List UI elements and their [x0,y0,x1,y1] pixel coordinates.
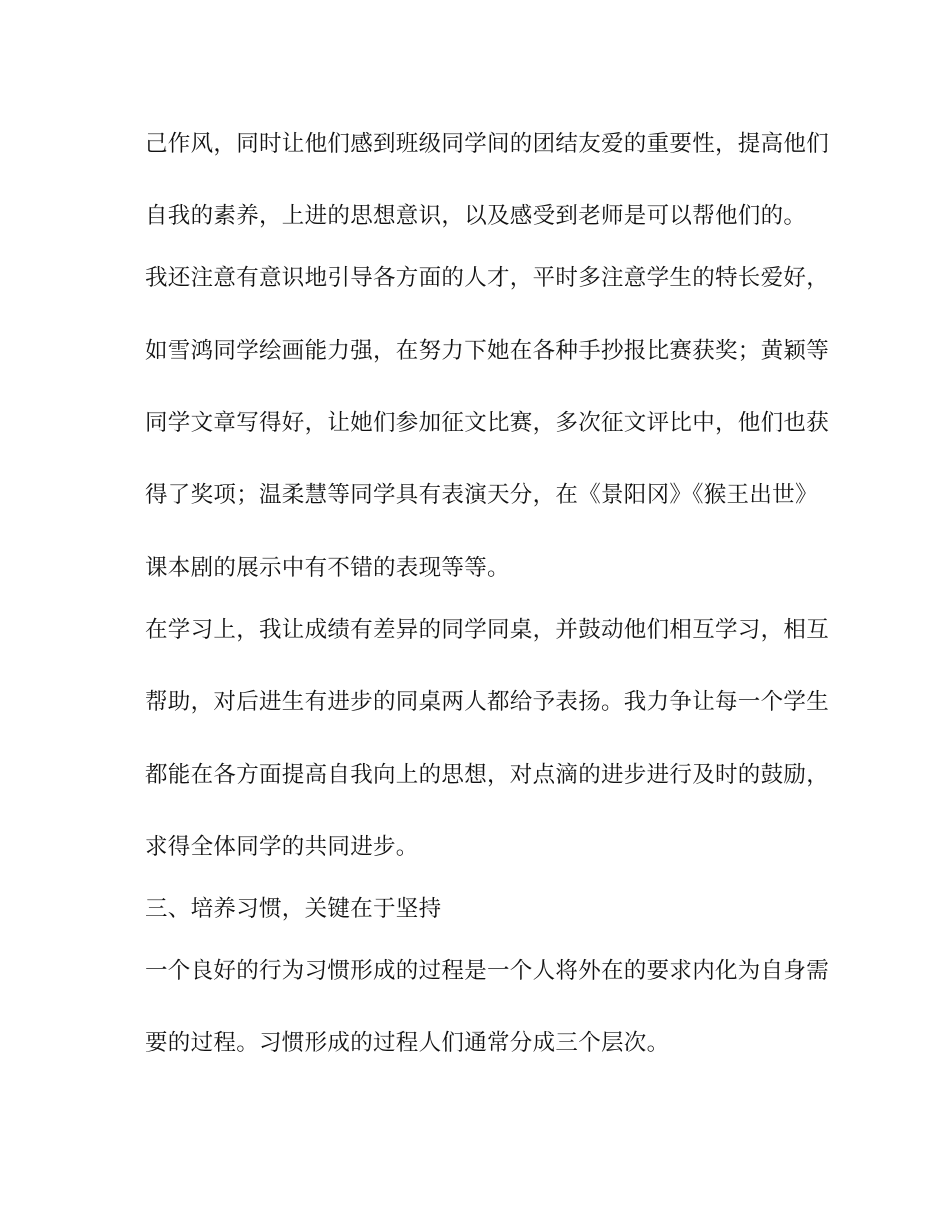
text-line: 己作风，同时让他们感到班级同学间的团结友爱的重要性，提高他们 [145,131,830,157]
text-line: 自我的素养，上进的思想意识，以及感受到老师是可以帮他们的。 [145,203,807,229]
section-heading: 三、培养习惯，关键在于坚持 [145,896,442,922]
text-line: 得了奖项；温柔慧等同学具有表演天分，在《景阳冈》《猴王出世》 [145,482,818,508]
text-line: 求得全体同学的共同进步。 [145,834,419,860]
text-line: 都能在各方面提高自我向上的思想，对点滴的进步进行及时的鼓励， [145,762,830,788]
text-line: 在学习上，我让成绩有差异的同学同桌，并鼓动他们相互学习，相互 [145,617,830,643]
text-line: 课本剧的展示中有不错的表现等等。 [145,555,510,581]
text-line: 要的过程。习惯形成的过程人们通常分成三个层次。 [145,1030,670,1056]
text-line: 如雪鸿同学绘画能力强，在努力下她在各种手抄报比赛获奖；黄颖等 [145,338,830,364]
text-line: 帮助，对后进生有进步的同桌两人都给予表扬。我力争让每一个学生 [145,689,830,715]
text-line: 我还注意有意识地引导各方面的人才，平时多注意学生的特长爱好， [145,265,830,291]
text-line: 同学文章写得好，让她们参加征文比赛，多次征文评比中，他们也获 [145,410,830,436]
text-line: 一个良好的行为习惯形成的过程是一个人将外在的要求内化为自身需 [145,958,830,984]
